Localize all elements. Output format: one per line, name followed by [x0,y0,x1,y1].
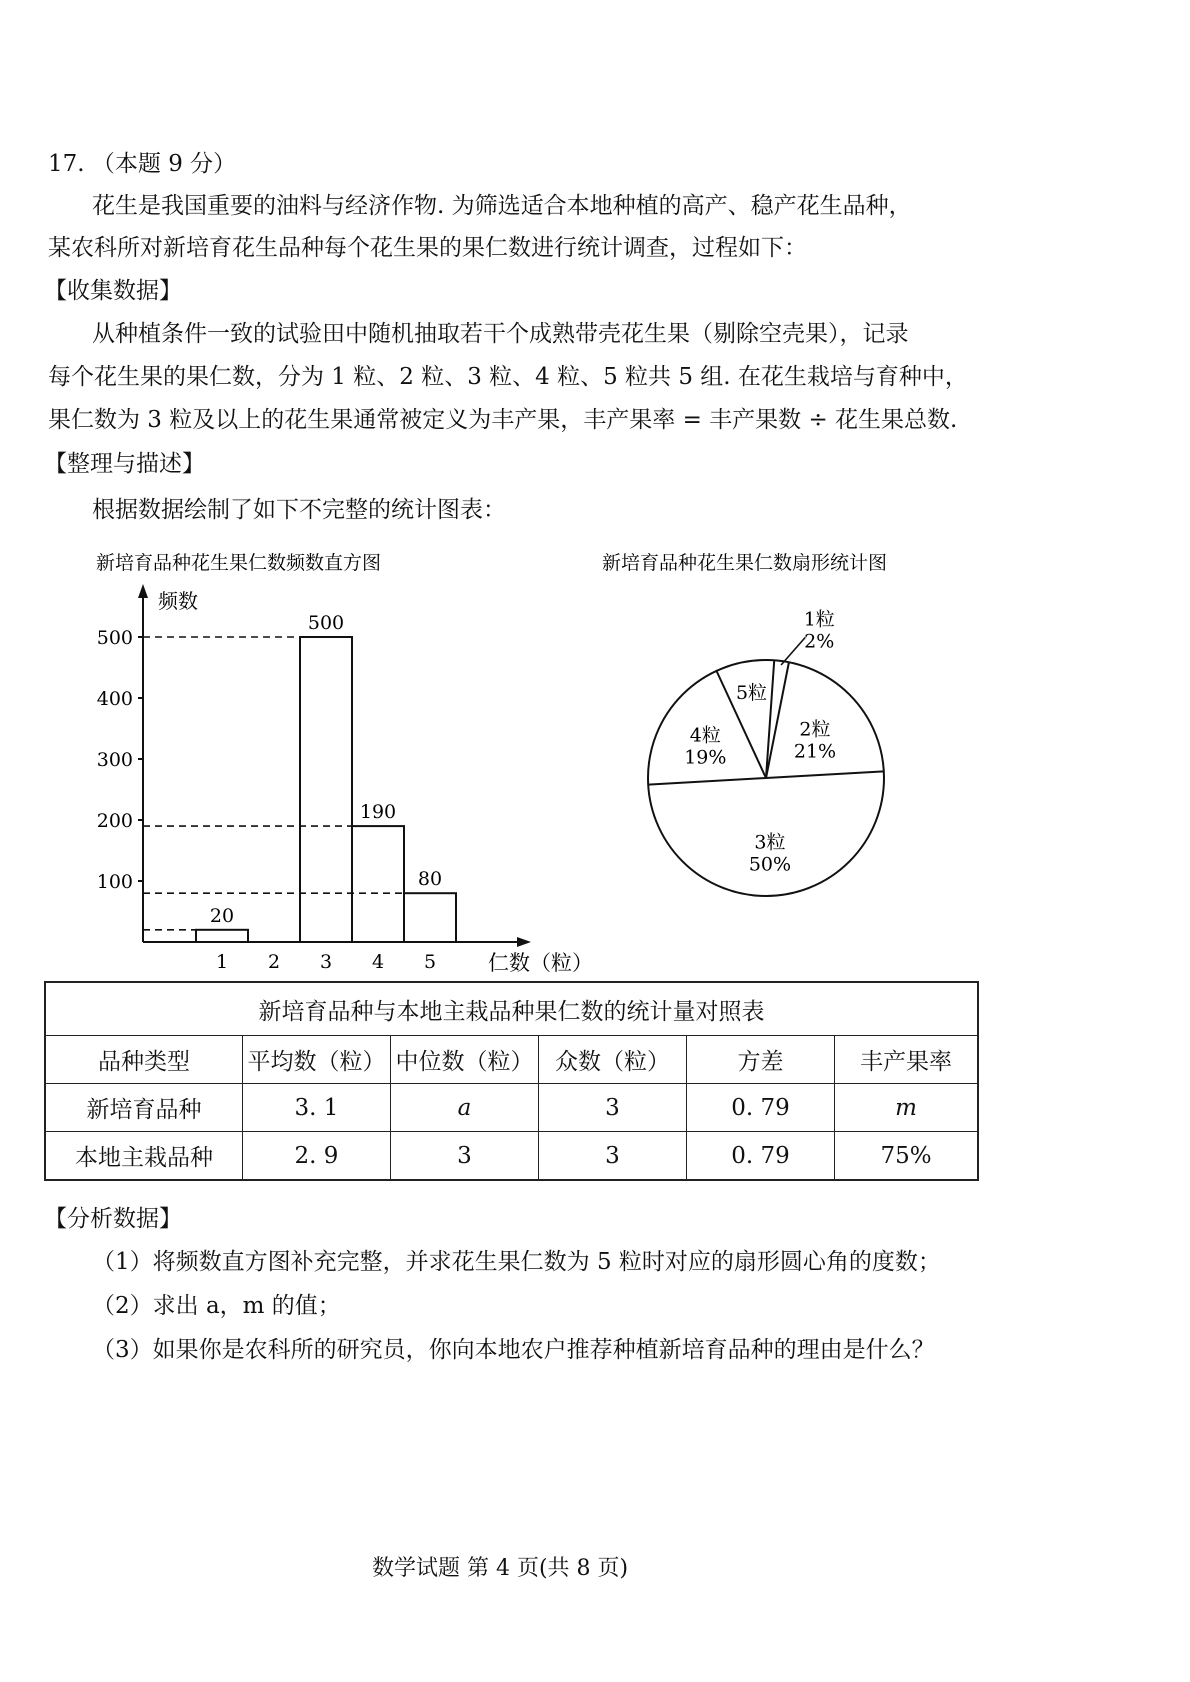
header-yield-rate: 丰产果率 [835,1036,979,1084]
histogram-data-label: 190 [359,801,397,824]
histogram-xtick-label: 5 [423,951,437,973]
organize-line-1: 根据数据绘制了如下不完整的统计图表： [92,497,506,523]
table-title: 新培育品种与本地主栽品种果仁数的统计量对照表 [45,982,978,1036]
histogram-axes [143,590,525,942]
cell-variance: 0. 79 [687,1132,835,1181]
histogram-data-label: 500 [307,612,345,634]
section-collect: 【收集数据】 [44,278,182,304]
cell-median: 3 [391,1132,539,1181]
question-header: 17. （本题 9 分） [48,151,237,177]
histogram-data-label: 80 [417,868,443,891]
question-2: （2）求出 a，m 的值； [92,1293,341,1319]
section-organize: 【整理与描述】 [44,451,205,477]
header-mean: 平均数（粒） [243,1036,391,1084]
cell-median: a [391,1084,539,1132]
pie-slice-edge [766,771,884,778]
pie-slice-label: 2粒 [799,718,831,741]
intro-line-2: 某农科所对新培育花生品种每个花生果的果仁数进行统计调查，过程如下： [48,235,807,261]
question-1: （1）将频数直方图补充完整，并求花生果仁数为 5 粒时对应的扇形圆心角的度数； [92,1249,941,1275]
histogram-xtick-label: 3 [319,951,333,973]
histogram-data-label: 20 [209,904,235,927]
pie-leader-line [781,637,805,665]
histogram-title: 新培育品种花生果仁数频数直方图 [96,552,382,574]
histogram-bar [352,826,404,942]
pie-slice-percent: 21% [793,740,837,763]
header-variance: 方差 [687,1036,835,1084]
collect-line-2: 每个花生果的果仁数，分为 1 粒、2 粒、3 粒、4 粒、5 粒共 5 组. 在花生栽培与育种中， [48,364,968,390]
histogram-ylabel: 频数 [158,589,198,613]
pie-slice-label: 3粒 [754,831,786,854]
comparison-table [44,981,979,1181]
histogram-ytick-label: 200 [96,810,133,832]
table-row [45,1132,978,1181]
pie-slice-percent: 19% [684,746,727,769]
histogram-ytick-label: 500 [96,627,133,649]
histogram-xtick-label: 1 [215,951,229,973]
cell-type: 本地主栽品种 [45,1132,243,1181]
histogram-xlabel: 仁数（粒） [488,951,593,975]
histogram-xtick-label: 2 [267,951,281,973]
cell-yield-rate: 75% [835,1132,979,1181]
histogram-xtick-label: 4 [371,951,385,973]
intro-line-1: 花生是我国重要的油料与经济作物. 为筛选适合本地种植的高产、稳产花生品种， [92,193,912,219]
collect-line-3: 果仁数为 3 粒及以上的花生果通常被定义为丰产果，丰产果率 = 丰产果数 ÷ 花生果总数. [48,407,958,433]
cell-mean: 3. 1 [243,1084,391,1132]
pie-slice-label: 4粒 [689,724,721,747]
cell-mean: 2. 9 [243,1132,391,1181]
table-row [45,1084,978,1132]
collect-line-1: 从种植条件一致的试验田中随机抽取若干个成熟带壳花生果（剔除空壳果），记录 [92,321,909,347]
pie-slice-label: 5粒 [735,682,768,705]
cell-mode: 3 [539,1132,687,1181]
pie-slice-label: 1粒 [803,608,835,631]
question-3: （3）如果你是农科所的研究员，你向本地农户推荐种植新培育品种的理由是什么？ [92,1337,935,1363]
histogram-bar [404,893,456,942]
histogram-ytick-label: 300 [96,749,133,771]
pie-slice-percent: 2% [804,630,835,653]
histogram-x-arrow [517,937,531,947]
header-mode: 众数（粒） [539,1036,687,1084]
histogram-bar [300,637,352,942]
pie-title: 新培育品种花生果仁数扇形统计图 [602,552,888,574]
cell-mode: 3 [539,1084,687,1132]
histogram-y-arrow [138,584,148,598]
histogram-bar [196,930,248,942]
page-footer: 数学试题 第 4 页(共 8 页) [372,1556,629,1581]
pie-slice-percent: 50% [748,853,792,876]
histogram-ytick-label: 400 [96,688,133,710]
cell-variance: 0. 79 [687,1084,835,1132]
header-type: 品种类型 [45,1036,243,1084]
header-median: 中位数（粒） [391,1036,539,1084]
histogram-ytick-label: 100 [96,871,133,893]
cell-yield-rate: m [835,1084,979,1132]
cell-type: 新培育品种 [45,1084,243,1132]
pie-slice-edge [648,778,766,785]
section-analyze: 【分析数据】 [44,1206,182,1232]
